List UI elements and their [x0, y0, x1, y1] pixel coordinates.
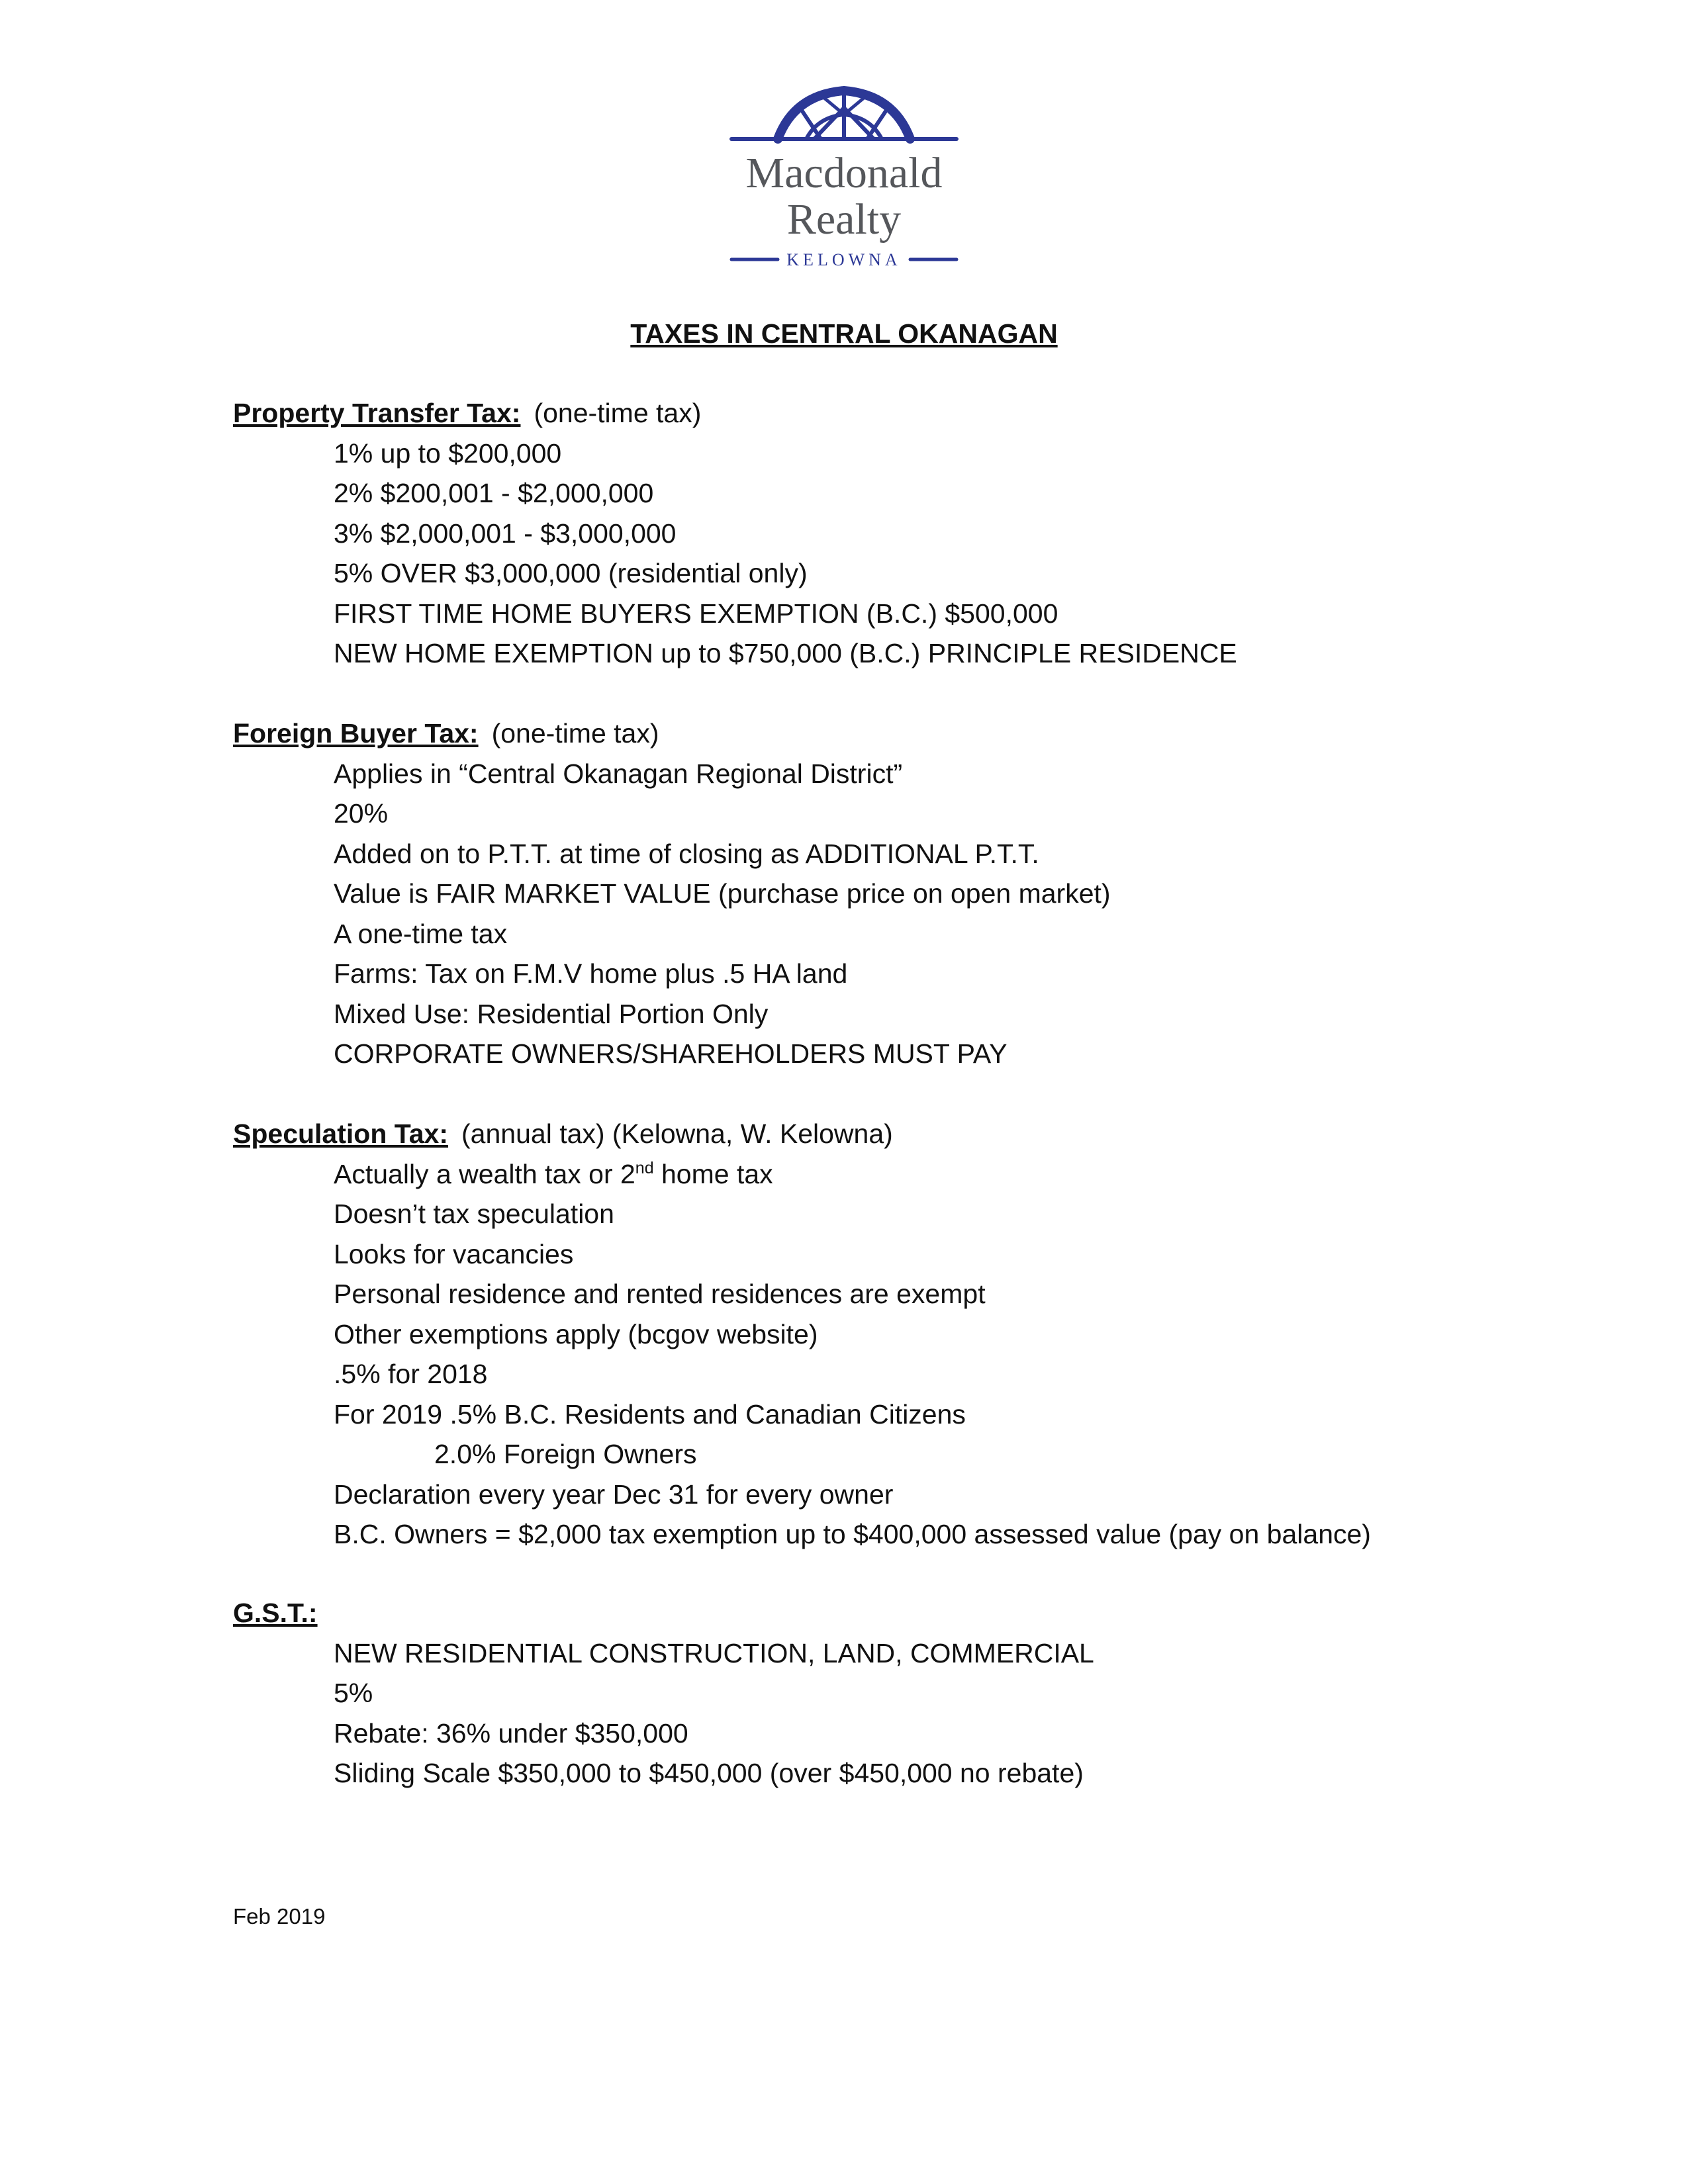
- speculation-sub-item: 2.0% Foreign Owners: [434, 1439, 697, 1469]
- gst-item: Rebate: 36% under $350,000: [334, 1717, 688, 1749]
- wealth-text-post: home tax: [653, 1158, 773, 1189]
- gst-item: Sliding Scale $350,000 to $450,000 (over $450,000 no rebate): [334, 1758, 1084, 1788]
- gst-item: NEW RESIDENTIAL CONSTRUCTION, LAND, COMMERCIAL: [334, 1637, 1094, 1668]
- foreign-item: CORPORATE OWNERS/SHAREHOLDERS MUST PAY: [334, 1038, 1008, 1069]
- speculation-heading: Speculation Tax:: [233, 1118, 449, 1149]
- speculation-item: Looks for vacancies: [334, 1238, 574, 1269]
- foreign-item: Applies in “Central Okanagan Regional District”: [334, 758, 903, 789]
- ptt-item: 3% $2,000,001 - $3,000,000: [334, 518, 677, 549]
- section-speculation-tax: [233, 1114, 1623, 1555]
- wealth-text-pre: Actually a wealth tax or 2: [334, 1158, 635, 1189]
- foreign-note: (one-time tax): [491, 718, 659, 749]
- foreign-item: Mixed Use: Residential Portion Only: [334, 998, 769, 1029]
- speculation-item: For 2019 .5% B.C. Residents and Canadian Citizens: [334, 1398, 966, 1430]
- section-gst: [233, 1593, 1623, 1794]
- speculation-item: Other exemptions apply (bcgov website): [334, 1318, 818, 1349]
- section-heading-line: [233, 1593, 1623, 1633]
- section-property-transfer-tax: [233, 393, 1623, 674]
- ptt-item: 5% OVER $3,000,000 (residential only): [334, 558, 808, 588]
- page-title: TAXES IN CENTRAL OKANAGAN: [630, 318, 1058, 349]
- foreign-heading: Foreign Buyer Tax:: [233, 718, 479, 749]
- ptt-item: NEW HOME EXEMPTION up to $750,000 (B.C.) PRINCIPLE RESIDENCE: [334, 638, 1237, 668]
- foreign-item: Added on to P.T.T. at time of closing as ADDITIONAL P.T.T.: [334, 838, 1039, 869]
- foreign-item: Farms: Tax on F.M.V home plus .5 HA land: [334, 958, 848, 989]
- ptt-item: 1% up to $200,000: [334, 437, 562, 469]
- ptt-heading: Property Transfer Tax:: [233, 398, 521, 428]
- logo-brand-line2: Realty: [786, 195, 902, 244]
- section-heading-line: [233, 1114, 1623, 1154]
- section-heading-line: [233, 393, 1623, 433]
- speculation-note: (annual tax) (Kelowna, W. Kelowna): [461, 1118, 893, 1149]
- foreign-item: Value is FAIR MARKET VALUE (purchase price on open market): [334, 878, 1111, 909]
- section-heading-line: [233, 713, 1623, 754]
- logo-location: KELOWNA: [786, 250, 902, 269]
- foreign-item: A one-time tax: [334, 918, 508, 949]
- gst-heading: G.S.T.:: [233, 1598, 318, 1628]
- speculation-item: .5% for 2018: [334, 1359, 488, 1389]
- ptt-note: (one-time tax): [534, 398, 702, 428]
- speculation-item: B.C. Owners = $2,000 tax exemption up to $400,000 assessed value (pay on balance): [334, 1519, 1371, 1549]
- speculation-item: Declaration every year Dec 31 for every owner: [334, 1479, 894, 1510]
- foreign-item: 20%: [334, 798, 389, 829]
- speculation-item: Personal residence and rented residences are exempt: [334, 1279, 986, 1309]
- ptt-item: FIRST TIME HOME BUYERS EXEMPTION (B.C.) $500,000: [334, 598, 1058, 629]
- logo-graphic: [722, 76, 966, 275]
- section-foreign-buyer-tax: [233, 713, 1623, 1074]
- wealth-superscript: nd: [635, 1158, 654, 1177]
- macdonald-realty-logo: [722, 76, 966, 275]
- logo-brand-line1: Macdonald: [745, 149, 943, 197]
- ptt-item: 2% $200,001 - $2,000,000: [334, 478, 654, 508]
- gst-item: 5%: [334, 1678, 373, 1708]
- speculation-item: Doesn’t tax speculation: [334, 1199, 614, 1229]
- footer-date: Feb 2019: [233, 1904, 326, 1929]
- speculation-item-wealth: [233, 1154, 1623, 1195]
